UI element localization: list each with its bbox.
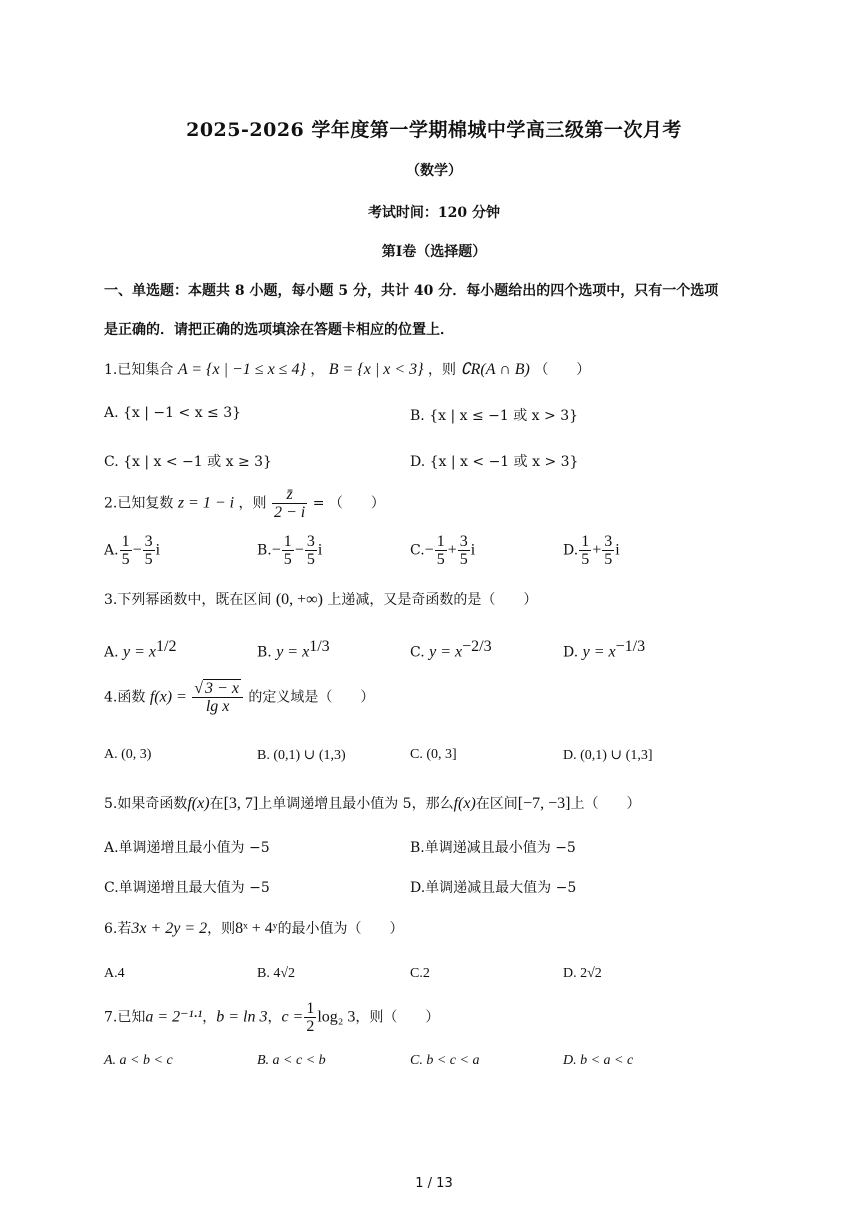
q5-option-d: D.单调递减且最大值为 −5 <box>410 880 577 896</box>
q2-then: ，则 <box>238 495 267 512</box>
q6-option-c: C.2 <box>410 966 430 981</box>
q1-option-a: A. {x | −1 < x ≤ 3} <box>104 405 242 421</box>
q2-fraction: $\frac{z̄}{2 - i}$ <box>273 486 306 521</box>
q4-tail: 的定义域是（ ） <box>248 689 375 706</box>
q3-text2: 上递减，又是奇函数的是（ ） <box>327 592 538 608</box>
q1-option-c: C. {x | x < −1 或 x ≥ 3} <box>104 454 272 470</box>
q1-comma: ， <box>310 362 325 378</box>
q4-option-a: A. (0, 3) <box>104 747 152 762</box>
exam-title: 2025-2026 学年度第一学期棉城中学高三级第一次月考 <box>186 119 682 141</box>
question-5: 5.如果奇函数f(x)在[3, 7]上单调递增且最小值为 5，那么f(x)在区间[−7, −3]上（ ） <box>104 795 641 812</box>
q5-option-c: C.单调递增且最大值为 −5 <box>104 880 270 896</box>
q5-option-b: B.单调递减且最小值为 −5 <box>410 840 576 856</box>
q3-text: 3.下列幂函数中，既在区间 <box>104 592 272 608</box>
q7-option-b: B. a < c < b <box>257 1053 326 1068</box>
q1-paren: （ ） <box>534 362 591 378</box>
q1-option-b: B. {x | x ≤ −1 或 x > 3} <box>410 408 579 424</box>
question-3 <box>104 589 537 609</box>
q2-option-c: C.− $\frac{1}{5}$ + $\frac{3}{5}$ i <box>410 533 476 568</box>
q3-option-b: B. $y = x^{1/3}$ <box>257 638 330 661</box>
section-instructions-line2: 是正确的．请把正确的选项填涂在答题卡相应的位置上． <box>104 322 454 338</box>
q3-interval: (0, +∞) <box>275 591 323 608</box>
q2-lead: 2.已知复数 <box>104 495 174 512</box>
q2-z: z = 1 − i <box>177 494 235 512</box>
q2-option-a: A. $\frac{1}{5}$ − $\frac{3}{5}$ i <box>104 533 161 568</box>
q7-option-c: C. b < c < a <box>410 1053 480 1068</box>
q2-eq: = （ ） <box>312 495 385 512</box>
q4-f: f(x) = <box>149 688 187 706</box>
q5-option-a: A.单调递增且最小值为 −5 <box>104 840 270 856</box>
volume-label: 第Ⅰ卷（选择题） <box>381 244 487 260</box>
question-6: 6.若3x + 2y = 2，则8ˣ + 4ʸ的最小值为（ ） <box>104 920 404 937</box>
q3-option-a: A. $y = x^{1/2}$ <box>104 638 177 661</box>
section-instructions-line1: 一、单选题：本题共 8 小题，每小题 5 分，共计 40 分．每小题给出的四个选项中，只有一个选项 <box>104 283 719 299</box>
q4-option-b: B. (0,1) ∪ (1,3) <box>257 748 346 763</box>
q4-lead: 4.函数 <box>104 689 146 706</box>
q2-option-b: B.− $\frac{1}{5}$ − $\frac{3}{5}$ i <box>257 533 323 568</box>
question-4 <box>104 680 374 715</box>
exam-time: 考试时间：120 分钟 <box>367 205 501 221</box>
q6-option-a: A.4 <box>104 966 125 981</box>
question-1 <box>104 359 590 379</box>
question-7: 7.已知a = 2⁻¹·¹，b = ln 3，c = $\frac{1}{2}$ log₂ 3，则（ ） <box>104 1000 440 1035</box>
q4-fraction: $\frac{√ 3 - x}{\text{lg x}}$ <box>192 680 243 715</box>
q1-then: ，则 <box>427 362 456 378</box>
q1-lead: 1.已知集合 <box>104 362 174 378</box>
q4-option-d: D. (0,1) ∪ (1,3] <box>563 748 653 763</box>
subject-label: （数学） <box>406 163 462 179</box>
q6-option-b: B. 4√2 <box>257 966 296 981</box>
q1-set-b: B = {x | x < 3} <box>328 361 424 378</box>
q1-set-a: A = {x | −1 ≤ x ≤ 4} <box>177 361 306 378</box>
q6-option-d: D. 2√2 <box>563 966 602 981</box>
q7-option-a: A. a < b < c <box>104 1053 173 1068</box>
q3-option-c: C. $y = x^{-2/3}$ <box>410 638 492 661</box>
q1-expr: ∁R(A ∩ B) <box>460 361 530 378</box>
q7-option-d: D. b < a < c <box>563 1053 634 1068</box>
q2-option-d: D. $\frac{1}{5}$ + $\frac{3}{5}$ i <box>563 533 620 568</box>
q3-option-d: D. $y = x^{-1/3}$ <box>563 638 646 661</box>
page-number: 1 / 13 <box>415 1176 453 1191</box>
q1-option-d: D. {x | x < −1 或 x > 3} <box>410 454 579 470</box>
q4-option-c: C. (0, 3] <box>410 747 457 762</box>
question-2 <box>104 486 385 521</box>
